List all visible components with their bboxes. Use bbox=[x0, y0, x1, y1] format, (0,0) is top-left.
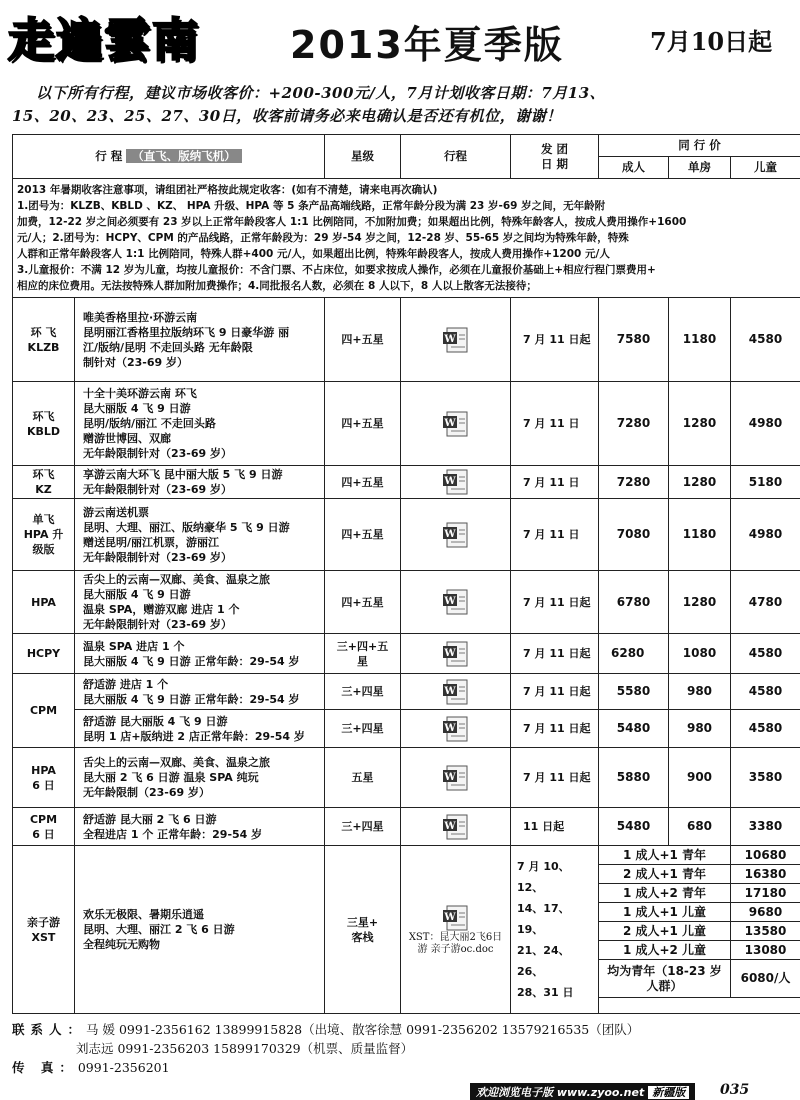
price-child: 4580 bbox=[731, 674, 800, 710]
svg-text:W: W bbox=[443, 647, 456, 659]
col-route bbox=[13, 135, 325, 179]
tour-row bbox=[13, 748, 800, 808]
price-single: 980 bbox=[669, 674, 731, 710]
intro-line-2: 15、20、23、25、27、30日，收客前请务必来电确认是否还有机位，谢谢！ bbox=[12, 107, 562, 125]
price-adult: 5480 bbox=[599, 808, 669, 846]
doc-cell bbox=[401, 382, 511, 466]
svg-text:W: W bbox=[443, 911, 456, 923]
combo-label: 1 成人+2 儿童 bbox=[599, 941, 731, 960]
word-document-icon[interactable] bbox=[439, 715, 473, 743]
price-single: 1280 bbox=[669, 382, 731, 466]
word-document-icon[interactable] bbox=[439, 813, 473, 841]
star-level: 三星+ 客栈 bbox=[325, 846, 401, 1014]
svg-text:W: W bbox=[443, 417, 456, 429]
word-document-icon[interactable] bbox=[439, 764, 473, 792]
price-child: 4980 bbox=[731, 382, 800, 466]
depart-date: 7 月 11 日起 bbox=[511, 710, 599, 748]
svg-text:W: W bbox=[443, 722, 456, 734]
combo-price: 13580 bbox=[731, 922, 800, 941]
doc-cell bbox=[401, 634, 511, 674]
word-document-icon[interactable] bbox=[439, 326, 473, 354]
price-single: 1180 bbox=[669, 499, 731, 571]
price-single: 980 bbox=[669, 710, 731, 748]
star-level: 三+四星 bbox=[325, 674, 401, 710]
combo-label: 1 成人+1 青年 bbox=[599, 846, 731, 865]
doc-cell bbox=[401, 298, 511, 382]
start-date: 7月10日起 bbox=[650, 27, 773, 56]
star-level: 三+四+五 星 bbox=[325, 634, 401, 674]
word-document-icon[interactable] bbox=[439, 904, 473, 932]
star-level: 四+五星 bbox=[325, 298, 401, 382]
price-child: 3380 bbox=[731, 808, 800, 846]
tour-row bbox=[13, 298, 800, 382]
price-single: 1280 bbox=[669, 466, 731, 499]
svg-text:W: W bbox=[443, 596, 456, 607]
tour-itinerary: 舒适游 昆大丽版 4 飞 9 日游 昆明 1 店+版纳进 2 店正常年龄：29-54 岁 bbox=[75, 710, 325, 748]
tour-row bbox=[13, 499, 800, 571]
star-level: 三+四星 bbox=[325, 808, 401, 846]
star-level: 四+五星 bbox=[325, 499, 401, 571]
tour-row bbox=[13, 808, 800, 846]
fax-number: 0991-2356201 bbox=[77, 1060, 170, 1075]
doc-cell bbox=[401, 466, 511, 499]
tour-itinerary: 舌尖上的云南—双廊、美食、温泉之旅 昆大丽版 4 飞 9 日游 温泉 SPA，赠游双廊 进店 1 个 无年龄限制针对（23-69 岁） bbox=[75, 571, 325, 634]
tour-row bbox=[13, 571, 800, 634]
combo-label: 1 成人+1 儿童 bbox=[599, 903, 731, 922]
tour-code: 环飞 KZ bbox=[13, 466, 75, 499]
depart-date: 7 月 11 日起 bbox=[511, 748, 599, 808]
footer-text: 欢迎浏览电子版 www.zyoo.net bbox=[476, 1086, 645, 1099]
contact-block bbox=[12, 1020, 792, 1077]
notice-line: 加费，12-22 岁之间必须要有 23 岁以上正常年龄段客人 1:1 比例陪同，不加附加费；如果超出比例，特殊年龄客人，按成人费用操作+1600 bbox=[17, 216, 687, 228]
price-adult: 5480 bbox=[599, 710, 669, 748]
tour-row bbox=[13, 382, 800, 466]
price-child: 4580 bbox=[731, 298, 800, 382]
tour-row bbox=[13, 634, 800, 674]
tour-code: HCPY bbox=[13, 634, 75, 674]
tour-price-table bbox=[12, 134, 800, 1014]
youth-price: 6080/人 bbox=[731, 960, 800, 998]
col-itinerary: 行程 bbox=[401, 135, 511, 179]
tour-code: HPA 6 日 bbox=[13, 748, 75, 808]
contact-label: 联系人： bbox=[12, 1022, 87, 1037]
tour-code: 亲子游 XST bbox=[13, 846, 75, 1014]
footer-edition: 新疆版 bbox=[648, 1086, 689, 1099]
star-level: 四+五星 bbox=[325, 466, 401, 499]
col-route-label: 行 程 bbox=[95, 149, 123, 163]
star-level: 五星 bbox=[325, 748, 401, 808]
doc-cell bbox=[401, 571, 511, 634]
notice-line: 2013 年暑期收客注意事项，请组团社严格按此规定收客：(如有不清楚，请来电再次确认) bbox=[17, 184, 438, 196]
tour-itinerary: 享游云南大环飞 昆中丽大版 5 飞 9 日游 无年龄限制针对（23-69 岁） bbox=[75, 466, 325, 499]
tour-code: 环 飞 KLZB bbox=[13, 298, 75, 382]
price-adult: 6280 bbox=[599, 634, 669, 674]
notice-line: 3.儿童报价：不满 12 岁为儿童，均按儿童报价：不含门票、不占床位，如要求按成人操作，必须在儿童报价基础上+相应行程门票费用+ bbox=[17, 264, 656, 276]
combo-label: 2 成人+1 儿童 bbox=[599, 922, 731, 941]
route-tag: （直飞、版纳飞机） bbox=[126, 149, 242, 163]
combo-label: 1 成人+2 青年 bbox=[599, 884, 731, 903]
tour-itinerary: 十全十美环游云南 环飞 昆大丽版 4 飞 9 日游 昆明/版纳/丽江 不走回头路 赠游世博园、双廊 无年龄限制针对（23-69 岁） bbox=[75, 382, 325, 466]
notice-line: 人群和正常年龄段客人 1:1 比例陪同，特殊人群+400 元/人，如果超出比例，特殊年龄段客人，按成人费用操作+1200 元/人 bbox=[17, 248, 610, 260]
tour-code: CPM 6 日 bbox=[13, 808, 75, 846]
combo-price: 9680 bbox=[731, 903, 800, 922]
depart-date: 7 月 11 日起 bbox=[511, 674, 599, 710]
price-single: 680 bbox=[669, 808, 731, 846]
word-document-icon[interactable] bbox=[439, 521, 473, 549]
price-adult: 7580 bbox=[599, 298, 669, 382]
depart-date: 7 月 11 日起 bbox=[511, 634, 599, 674]
depart-date: 7 月 11 日 bbox=[511, 382, 599, 466]
tour-row bbox=[13, 710, 800, 748]
tour-itinerary: 唯美香格里拉·环游云南 昆明丽江香格里拉版纳环飞 9 日豪华游 丽 江/版纳/昆明 不走回头路 无年龄限 制针对（23-69 岁） bbox=[75, 298, 325, 382]
col-child: 儿童 bbox=[731, 157, 800, 179]
tour-code: 单飞 HPA 升 级版 bbox=[13, 499, 75, 571]
depart-date: 7 月 10、12、 14、17、19、 21、24、26、 28、31 日 bbox=[511, 846, 599, 1014]
combo-price: 16380 bbox=[731, 865, 800, 884]
doc-cell bbox=[401, 748, 511, 808]
notice-line: 1.团号为：KLZB、KBLD 、KZ、 HPA 升级、HPA 等 5 条产品高端线路，正常年龄分段为满 23 岁-69 岁之间，无年龄附 bbox=[17, 200, 606, 212]
word-document-icon[interactable] bbox=[439, 468, 473, 496]
combo-price: 13080 bbox=[731, 941, 800, 960]
combo-price: 17180 bbox=[731, 884, 800, 903]
tour-itinerary: 舒适游 昆大丽 2 飞 6 日游 全程进店 1 个 正常年龄：29-54 岁 bbox=[75, 808, 325, 846]
col-depart: 发 团 日 期 bbox=[511, 135, 599, 179]
tour-row bbox=[13, 846, 800, 865]
price-child: 3580 bbox=[731, 748, 800, 808]
price-child: 4980 bbox=[731, 499, 800, 571]
price-child: 4580 bbox=[731, 710, 800, 748]
tour-itinerary: 舌尖上的云南—双廊、美食、温泉之旅 昆大丽 2 飞 6 日游 温泉 SPA 纯玩 无年龄限制（23-69 岁） bbox=[75, 748, 325, 808]
tour-row bbox=[13, 674, 800, 710]
notice-line: 元/人；2.团号为：HCPY、CPM 的产品线路，正常年龄段为：29 岁-54 岁之间，12-28 岁、55-65 岁之间均为特殊年龄，特殊 bbox=[17, 232, 629, 244]
star-level: 四+五星 bbox=[325, 571, 401, 634]
price-adult: 7080 bbox=[599, 499, 669, 571]
svg-text:W: W bbox=[443, 771, 456, 783]
combo-price: 10680 bbox=[731, 846, 800, 865]
doc-cell bbox=[401, 846, 511, 1014]
star-level: 三+四星 bbox=[325, 710, 401, 748]
price-child: 4580 bbox=[731, 634, 800, 674]
depart-date: 7 月 11 日 bbox=[511, 466, 599, 499]
edition-title: 2013年夏季版 bbox=[290, 23, 564, 67]
tour-code: CPM bbox=[13, 674, 75, 748]
contact-line-1: 马 媛 0991-2356162 13899915828（出境、散客徐慧 0991-2356202 13579216535（团队） bbox=[86, 1022, 640, 1037]
depart-date: 7 月 11 日 bbox=[511, 499, 599, 571]
footer-banner bbox=[470, 1083, 695, 1100]
price-single: 900 bbox=[669, 748, 731, 808]
depart-date: 11 日起 bbox=[511, 808, 599, 846]
price-single: 1180 bbox=[669, 298, 731, 382]
tour-itinerary: 游云南送机票 昆明、大理、丽江、版纳豪华 5 飞 9 日游 赠送昆明/丽江机票，游丽江 无年龄限制针对（23-69 岁） bbox=[75, 499, 325, 571]
price-adult: 6780 bbox=[599, 571, 669, 634]
col-price-group: 同 行 价 bbox=[599, 135, 800, 157]
svg-text:W: W bbox=[443, 820, 456, 832]
tour-itinerary: 温泉 SPA 进店 1 个 昆大丽版 4 飞 9 日游 正常年龄：29-54 岁 bbox=[75, 634, 325, 674]
word-document-icon[interactable] bbox=[439, 640, 473, 668]
price-adult: 5880 bbox=[599, 748, 669, 808]
doc-cell bbox=[401, 808, 511, 846]
doc-cell bbox=[401, 710, 511, 748]
tour-code: HPA bbox=[13, 571, 75, 634]
price-single: 1280 bbox=[669, 571, 731, 634]
page-number: 035 bbox=[720, 1082, 750, 1098]
fax-label: 传 真： bbox=[12, 1060, 78, 1075]
svg-text:W: W bbox=[443, 685, 456, 697]
col-single: 单房 bbox=[669, 157, 731, 179]
intro-line-1: 以下所有行程，建议市场收客价：+200-300元/人，7月计划收客日期：7月13、 bbox=[36, 84, 606, 102]
doc-caption: XST：昆大丽2飞6日 游 亲子游oc.doc bbox=[408, 931, 503, 955]
intro-note bbox=[12, 82, 792, 128]
col-adult: 成人 bbox=[599, 157, 669, 179]
doc-cell bbox=[401, 674, 511, 710]
youth-label: 均为青年（18-23 岁 人群） bbox=[599, 960, 731, 998]
combo-label: 2 成人+1 青年 bbox=[599, 865, 731, 884]
notice-block bbox=[13, 179, 800, 298]
svg-text:W: W bbox=[443, 528, 456, 540]
brand-logo: 走遍雲南 bbox=[8, 13, 200, 67]
tour-itinerary: 舒适游 进店 1 个 昆大丽版 4 飞 9 日游 正常年龄：29-54 岁 bbox=[75, 674, 325, 710]
col-star: 星级 bbox=[325, 135, 401, 179]
tour-itinerary: 欢乐无极限、暑期乐逍遥 昆明、大理、丽江 2 飞 6 日游 全程纯玩无购物 bbox=[75, 846, 325, 1014]
page-header bbox=[0, 0, 800, 80]
tour-row bbox=[13, 466, 800, 499]
notice-line: 相应的床位费用。无法按特殊人群加附加费操作；4.同批报名人数，必须在 8 人以下，8 人以上散客无法接待； bbox=[17, 280, 537, 292]
word-document-icon[interactable] bbox=[439, 678, 473, 706]
depart-date: 7 月 11 日起 bbox=[511, 298, 599, 382]
doc-cell bbox=[401, 499, 511, 571]
spacer-cell bbox=[599, 998, 800, 1014]
price-child: 5180 bbox=[731, 466, 800, 499]
star-level: 四+五星 bbox=[325, 382, 401, 466]
price-adult: 7280 bbox=[599, 382, 669, 466]
tour-code: 环飞 KBLD bbox=[13, 382, 75, 466]
depart-date: 7 月 11 日起 bbox=[511, 571, 599, 634]
price-child: 4780 bbox=[731, 571, 800, 634]
word-document-icon[interactable] bbox=[439, 410, 473, 438]
word-document-icon[interactable] bbox=[439, 588, 473, 616]
price-adult: 5580 bbox=[599, 674, 669, 710]
svg-text:W: W bbox=[443, 333, 456, 345]
price-single: 1080 bbox=[669, 634, 731, 674]
svg-text:W: W bbox=[443, 476, 456, 487]
price-adult: 7280 bbox=[599, 466, 669, 499]
contact-line-2: 刘志远 0991-2356203 15899170329（机票、质量监督） bbox=[76, 1041, 414, 1056]
